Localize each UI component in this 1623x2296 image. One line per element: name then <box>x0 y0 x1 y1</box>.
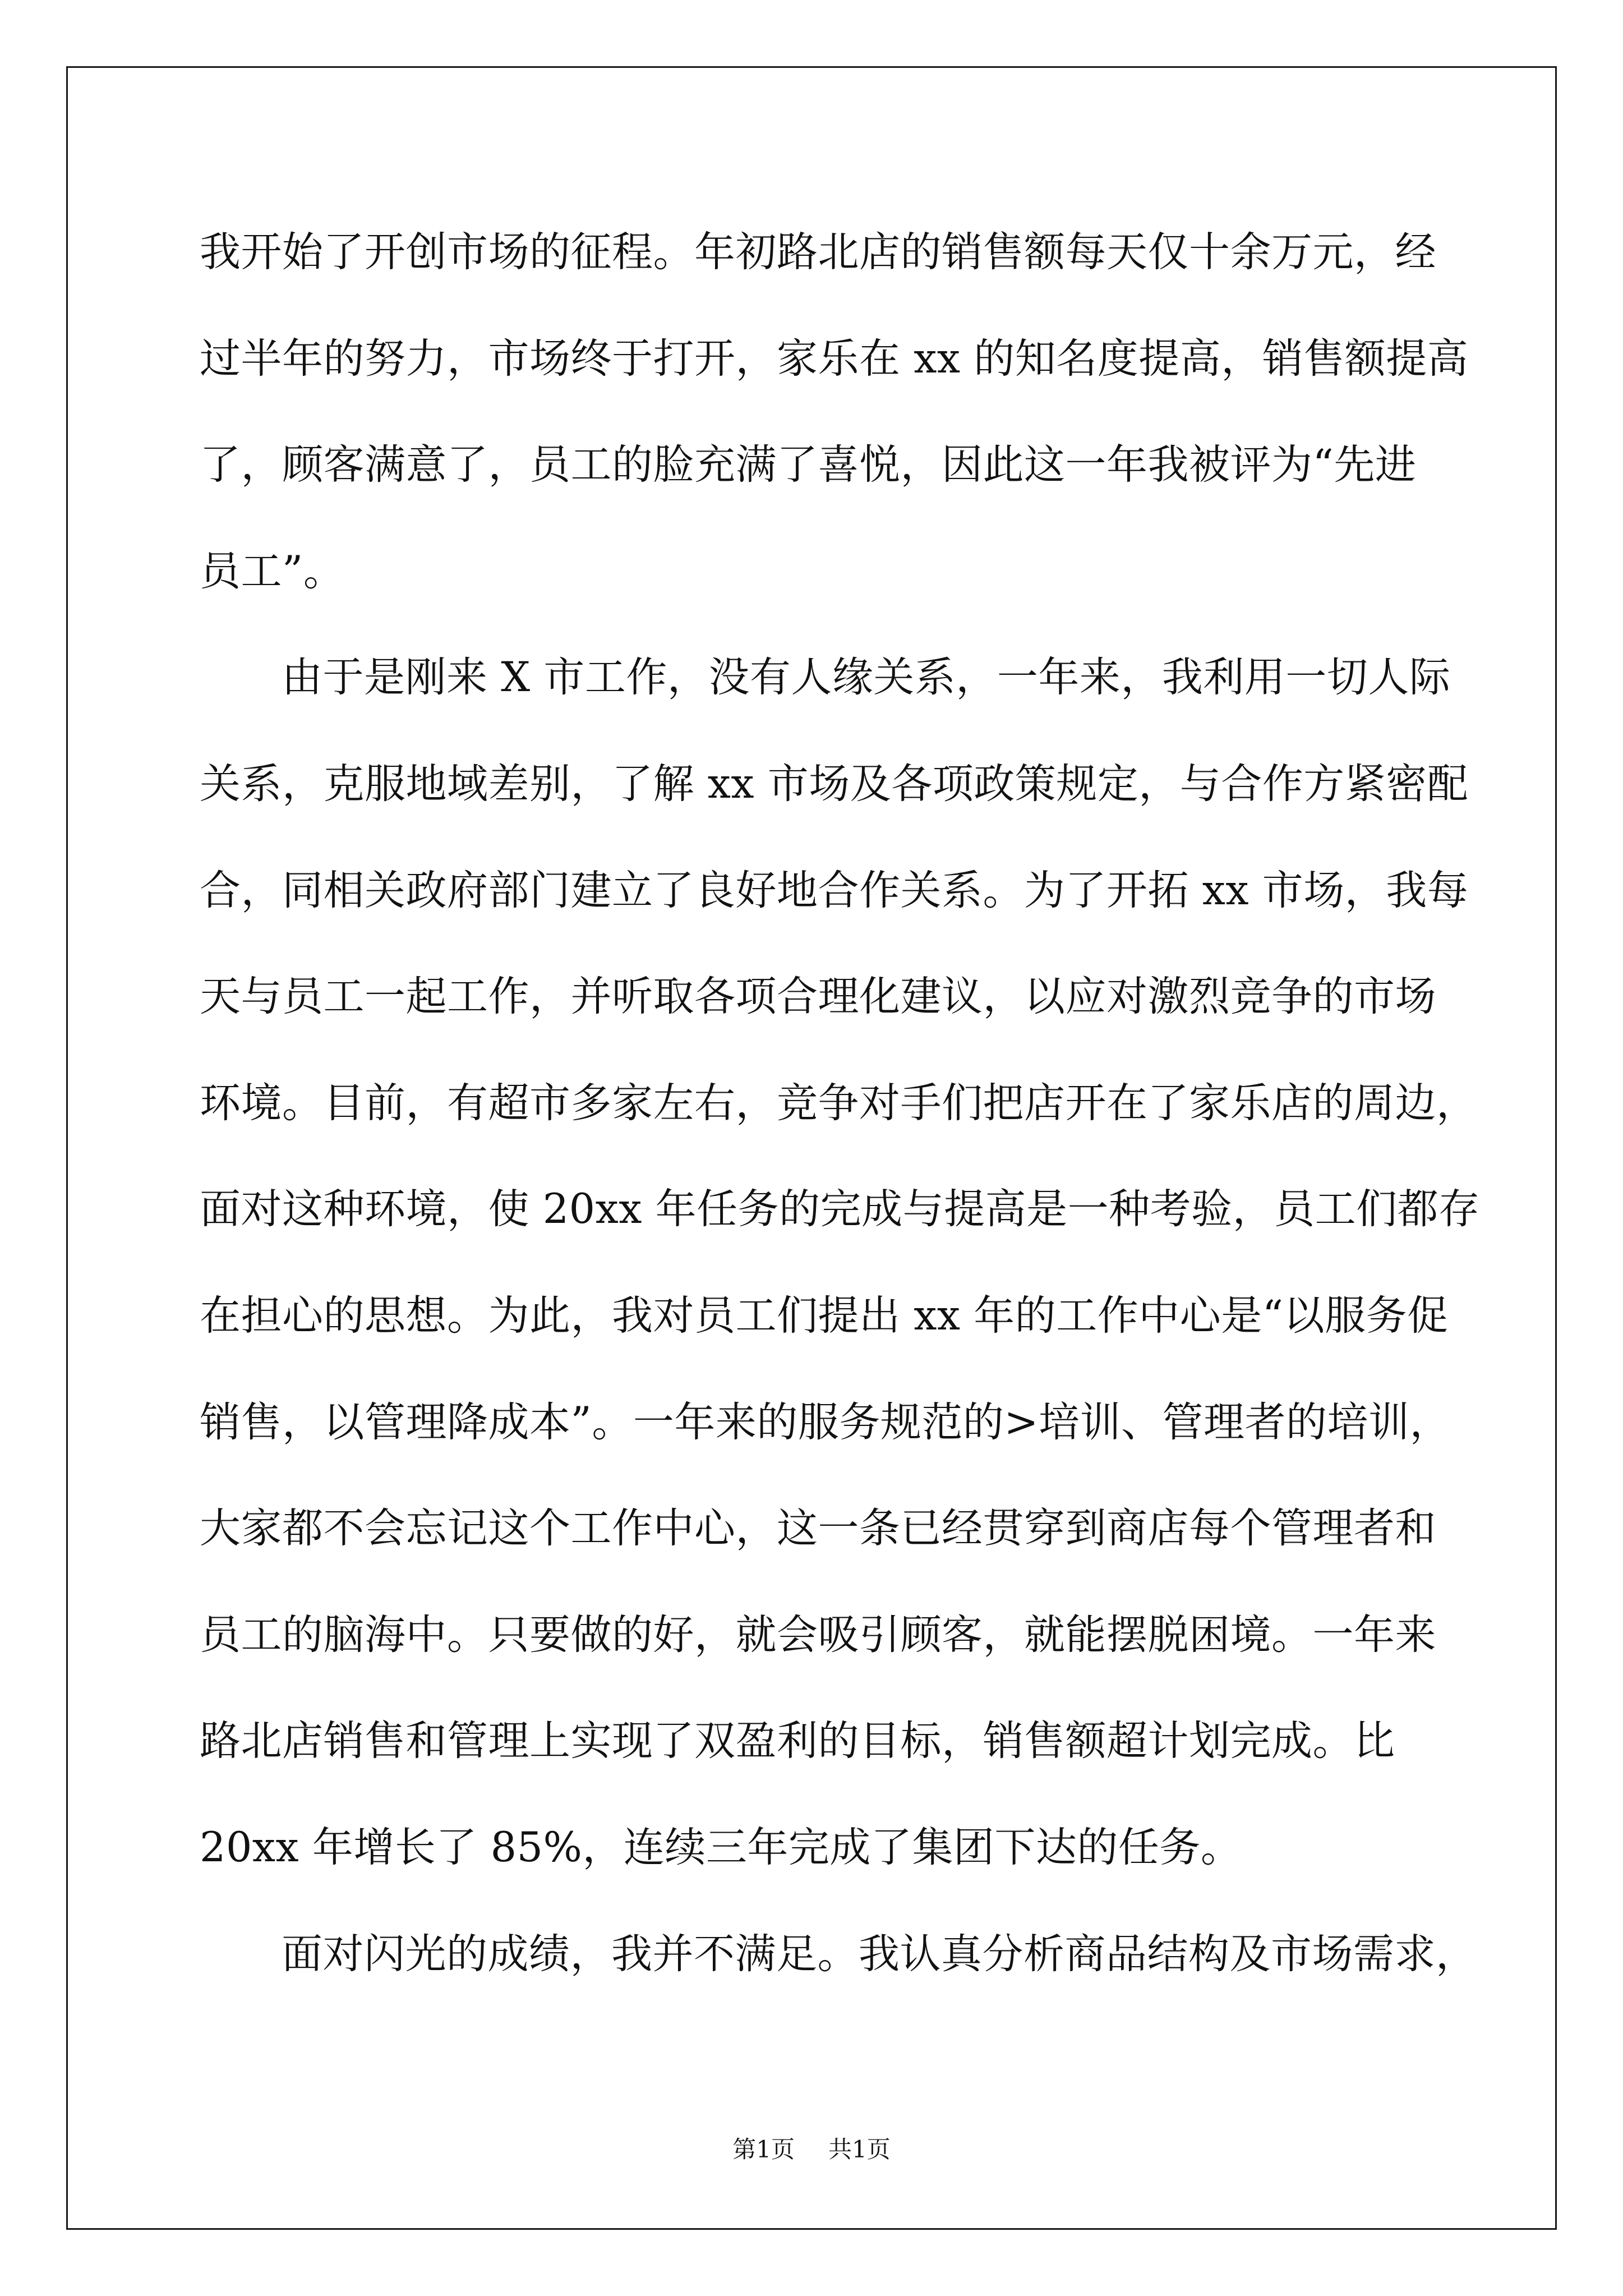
text-line: 在担心的思想。为此，我对员工们提出 xx 年的工作中心是“以服务促 <box>200 1291 1449 1340</box>
paragraph-first-line: 面对闪光的成绩，我并不满足。我认真分析商品结构及市场需求， <box>282 1930 1477 1978</box>
text-line: 我开始了开创市场的征程。年初路北店的销售额每天仅十余万元，经 <box>200 228 1436 276</box>
text-line: 合，同相关政府部门建立了良好地合作关系。为了开拓 xx 市场，我每 <box>200 866 1469 914</box>
text-line: 面对这种环境，使 20xx 年任务的完成与提高是一种考验，员工们都存 <box>200 1185 1480 1234</box>
text-line: 20xx 年增长了 85%，连续三年完成了集团下达的任务。 <box>200 1823 1242 1871</box>
text-line: 关系，克服地域差别，了解 xx 市场及各项政策规定，与合作方紧密配 <box>200 760 1469 808</box>
paragraph-first-line: 由于是刚来 X 市工作，没有人缘关系，一年来，我利用一切人际 <box>282 654 1451 702</box>
text-line: 销售，以管理降成本”。一年来的服务规范的>培训、管理者的培训， <box>200 1398 1451 1446</box>
text-line: 了，顾客满意了，员工的脸充满了喜悦，因此这一年我被评为“先进 <box>200 441 1417 489</box>
text-line: 环境。目前，有超市多家左右，竞争对手们把店开在了家乐店的周边， <box>200 1079 1478 1127</box>
text-line: 天与员工一起工作，并听取各项合理化建议，以应对激烈竞争的市场 <box>200 973 1436 1021</box>
text-line: 路北店销售和管理上实现了双盈利的目标，销售额超计划完成。比 <box>200 1717 1395 1765</box>
page-total: 共1页 <box>828 2136 891 2163</box>
page-footer <box>0 2133 1623 2166</box>
text-line: 大家都不会忘记这个工作中心，这一条已经贯穿到商店每个管理者和 <box>200 1504 1436 1553</box>
text-line: 员工的脑海中。只要做的好，就会吸引顾客，就能摆脱困境。一年来 <box>200 1611 1436 1659</box>
text-line: 员工”。 <box>200 547 345 595</box>
document-body <box>200 213 1480 2021</box>
page-number: 第1页 <box>732 2136 795 2163</box>
text-line: 过半年的努力，市场终于打开，家乐在 xx 的知名度提高，销售额提高 <box>200 334 1469 383</box>
